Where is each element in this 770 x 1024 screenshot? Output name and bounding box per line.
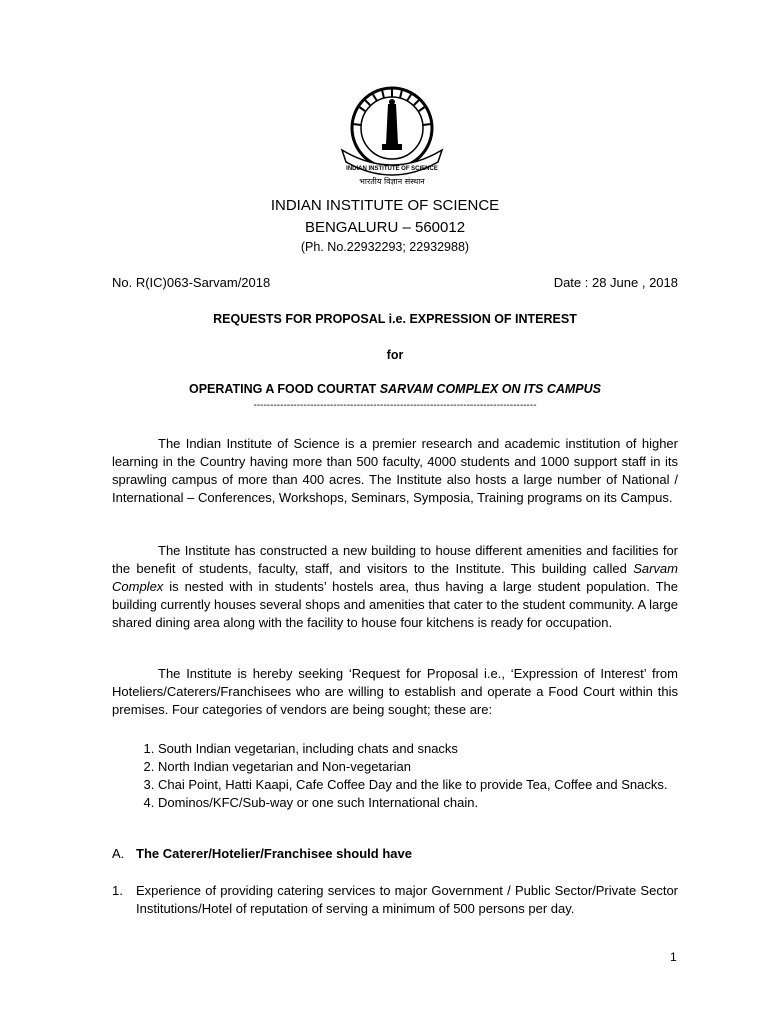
section-a-heading [112, 846, 412, 861]
document-subtitle [0, 382, 770, 396]
institute-emblem-logo [330, 84, 454, 188]
paragraph-building-italic: Sarvam Complex [112, 561, 678, 594]
list-item: 1. South Indian vegetarian, including chats and snacks [158, 740, 678, 758]
reference-number: No. R(IC)063-Sarvam/2018 [112, 275, 271, 290]
document-title: REQUESTS FOR PROPOSAL i.e. EXPRESSION OF INTEREST [213, 312, 577, 326]
title-for: for [386, 348, 404, 362]
emblem-hindi-text: भारतीय विज्ञान संस्थान [359, 177, 425, 186]
list-item: 3. Chai Point, Hatti Kaapi, Cafe Coffee Day and the like to provide Tea, Coffee and Snacks. [158, 776, 678, 794]
requirement-item [112, 882, 678, 918]
paragraph-intro-text: The Indian Institute of Science is a premier research and academic institution of higher learning in the Country having more than 500 faculty, 4000 students and 1000 support staff in its sprawling campus of more than 400 acres. The Institute also hosts a large number of National / International – Conferences, Workshops, Seminars, Symposia, Training programs on its Campus. [112, 436, 678, 505]
section-a-title: The Caterer/Hotelier/Franchisee should have [136, 846, 412, 861]
subtitle-text: OPERATING A FOOD COURTAT [188, 382, 380, 396]
subtitle-italic-text: SARVAM COMPLEX ON ITS CAMPUS [379, 382, 602, 396]
list-item: 4. Dominos/KFC/Sub-way or one such International chain. [158, 794, 678, 812]
paragraph-building-text-b: is nested with in students’ hostels area, thus having a large student population. The building currently houses several shops and amenities that cater to the student community. A large shared dining area along with the facility to house four kitchens is ready for occupation. [112, 579, 678, 630]
institute-name: INDIAN INSTITUTE OF SCIENCE [270, 197, 500, 214]
list-item: 2. North Indian vegetarian and Non-vegetarian [158, 758, 678, 776]
section-a-label: A. [112, 846, 125, 861]
institute-city: BENGALURU – 560012 [304, 219, 466, 236]
paragraph-intro [112, 435, 678, 507]
requirement-number: 1. [112, 883, 123, 898]
page-number: 1 [670, 950, 677, 964]
reference-line [112, 275, 678, 290]
paragraph-building [112, 542, 678, 632]
paragraph-building-text-a: The Institute has constructed a new building to house different amenities and facilities for the benefit of students, faculty, staff, and visitors to the Institute. This building called [112, 543, 678, 576]
paragraph-request-text: The Institute is hereby seeking ‘Request for Proposal i.e., ‘Expression of Interest’ from Hoteliers/Caterers/Franchisees who are willing to establish and operate a Food Court within this premises. Four categories of vendors are being sought; these are: [112, 666, 678, 717]
institute-phone: (Ph. No.22932293; 22932988) [300, 240, 470, 254]
paragraph-request [112, 665, 678, 719]
requirement-text: Experience of providing catering services to major Government / Public Sector/Private Sector Institutions/Hotel of reputation of serving a minimum of 500 persons per day. [136, 883, 678, 916]
emblem-ribbon-text: INDIAN INSTITUTE OF SCIENCE [346, 166, 438, 172]
title-divider: ------------------------------------------------------------------------------------- [253, 400, 537, 411]
vendor-categories-list [112, 740, 678, 812]
document-date: Date : 28 June , 2018 [553, 275, 678, 290]
